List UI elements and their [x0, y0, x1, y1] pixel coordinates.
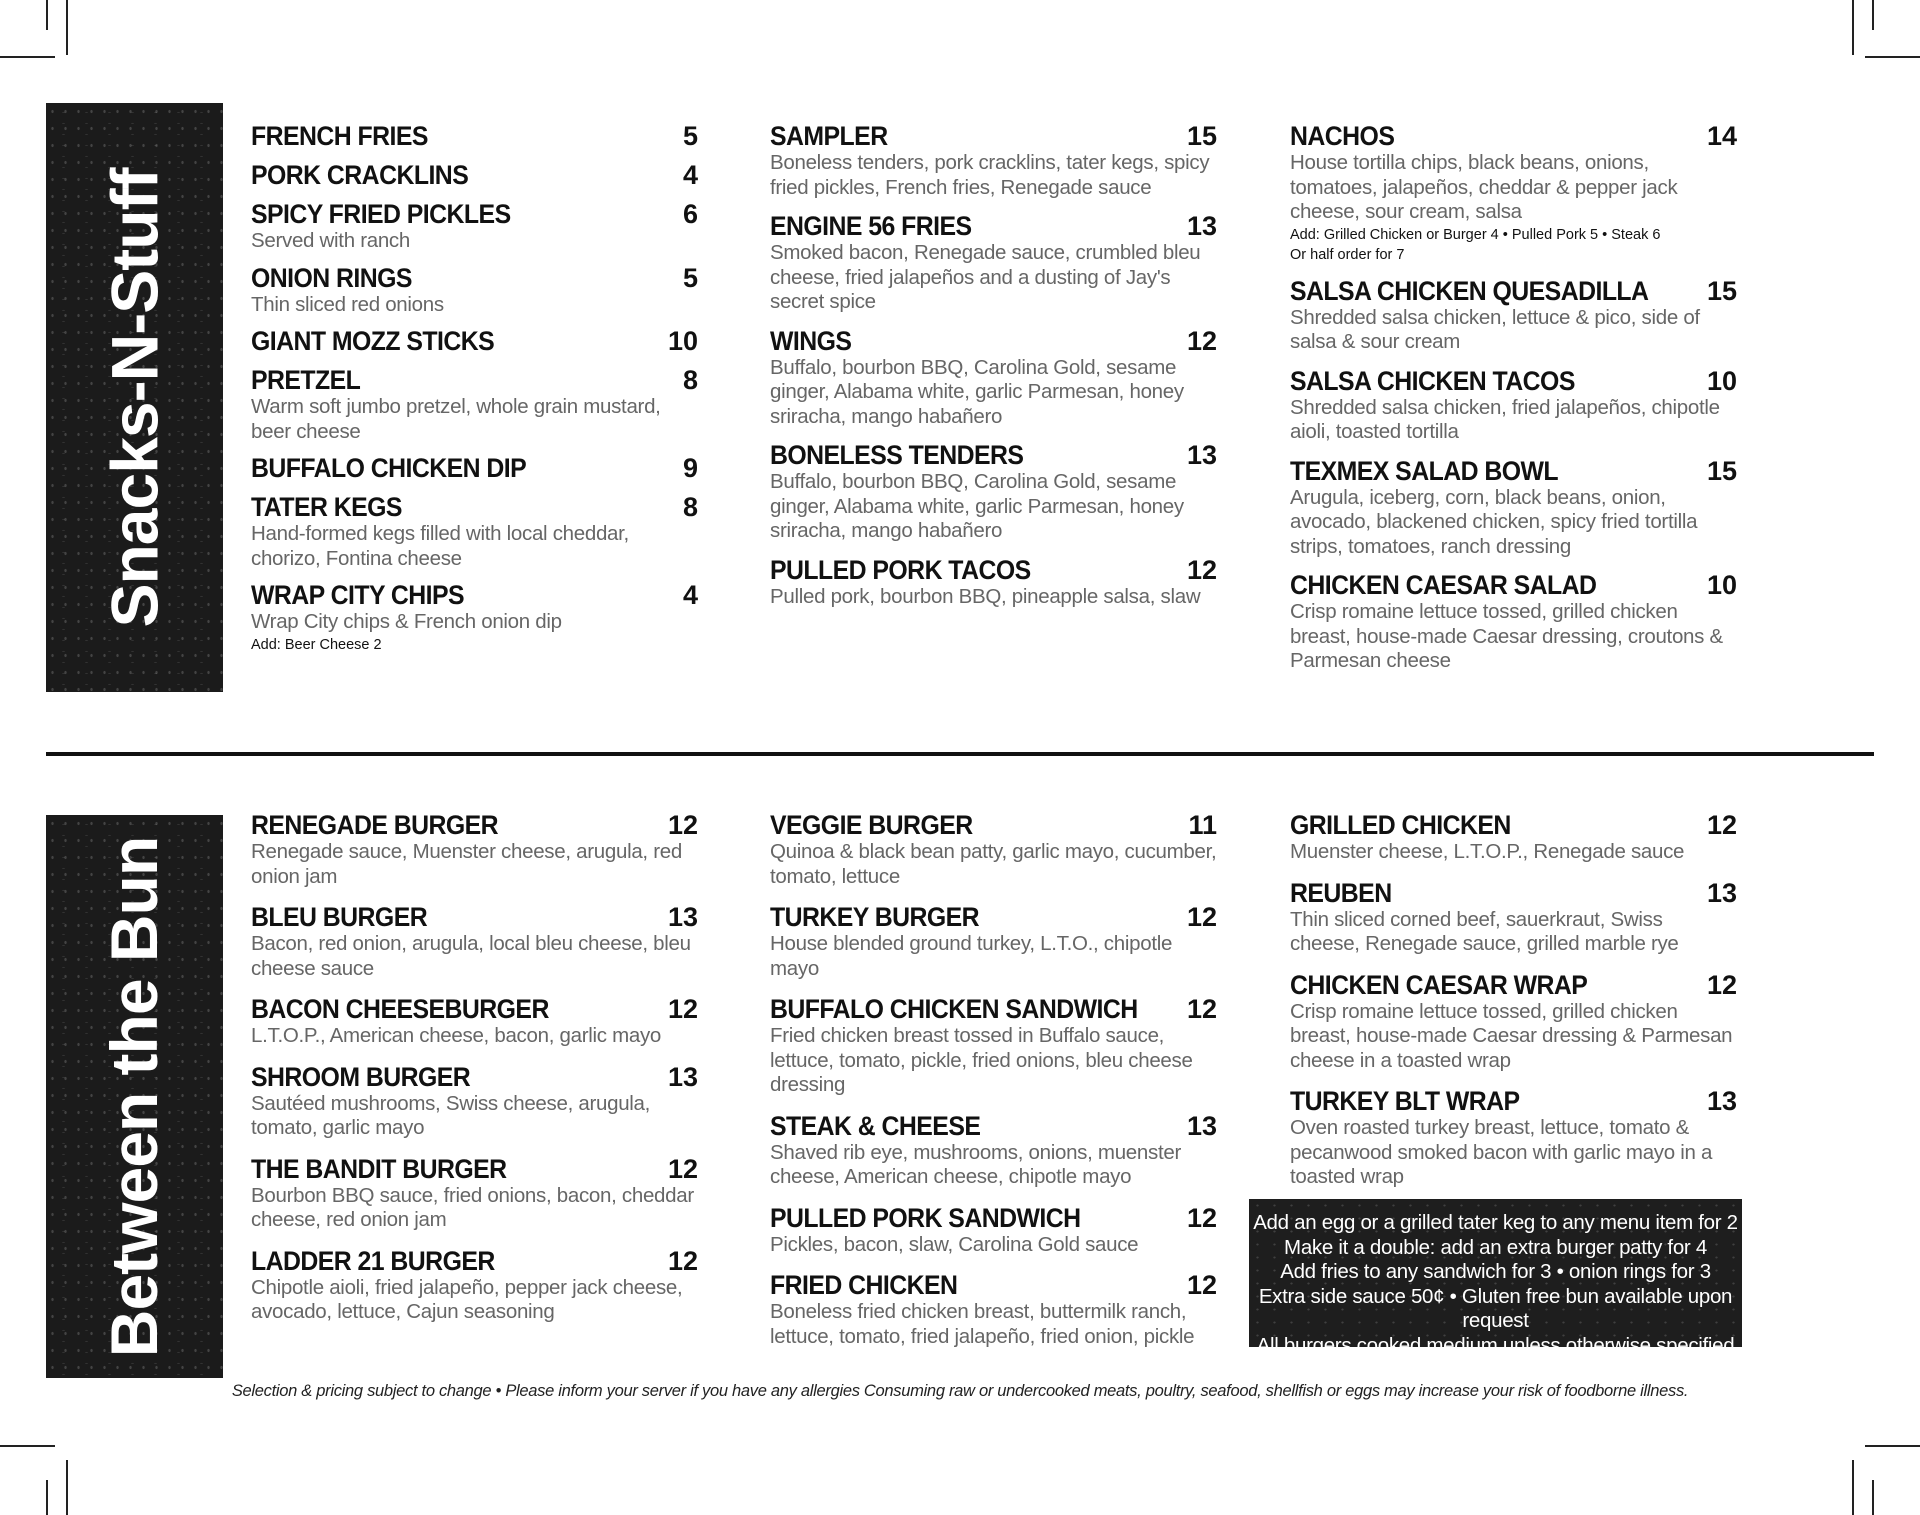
menu-item-name: PRETZEL	[251, 365, 361, 395]
menu-item-price: 13	[1186, 440, 1217, 470]
menu-item-price: 9	[682, 453, 698, 483]
menu-item-header	[1290, 1086, 1737, 1116]
menu-item-price: 12	[667, 810, 698, 840]
menu-item-price: 5	[682, 121, 698, 151]
menu-item-price: 15	[1706, 275, 1737, 306]
info-line: Extra side sauce 50¢ • Gluten free bun available upon request	[1258, 1284, 1733, 1333]
menu-item	[770, 1203, 1217, 1258]
menu-item-name: ONION RINGS	[251, 262, 412, 293]
menu-item-description: Smoked bacon, Renegade sauce, crumbled bleu cheese, fried jalapeños and a dusting of Jay's secret spice	[770, 241, 1201, 313]
menu-item-price: 10	[1706, 570, 1737, 600]
menu-item	[251, 121, 698, 151]
menu-item-price: 12	[1186, 902, 1217, 932]
menu-item-description: Bacon, red onion, arugula, local bleu cheese, bleu cheese sauce	[251, 932, 691, 980]
bun-column-3	[1290, 810, 1737, 1203]
menu-item-price: 8	[682, 492, 698, 522]
crop-mark	[66, 1460, 68, 1515]
menu-item	[770, 994, 1217, 1098]
menu-item-header	[770, 994, 1217, 1024]
section-divider	[46, 752, 1874, 756]
info-line: Make it a double: add an extra burger patty for 4	[1284, 1235, 1707, 1259]
menu-item-description: House tortilla chips, black beans, onions, tomatoes, jalapeños, cheddar & pepper jack cheese, sour cream, salsa	[1290, 151, 1678, 223]
menu-item-price: 13	[667, 1061, 698, 1092]
menu-item-price: 13	[1186, 211, 1217, 241]
menu-item-description: Shredded salsa chicken, fried jalapeños, chipotle aioli, toasted tortilla	[1290, 395, 1720, 443]
menu-item-description: Shaved rib eye, mushrooms, onions, muenster cheese, American cheese, chipotle mayo	[770, 1140, 1181, 1188]
menu-item-price: 12	[667, 1245, 698, 1276]
menu-item-name: BONELESS TENDERS	[770, 440, 1024, 470]
snacks-column-1	[251, 121, 698, 664]
menu-item-header	[251, 121, 698, 151]
menu-item-name: REUBEN	[1290, 877, 1392, 908]
menu-item	[1290, 570, 1737, 674]
menu-item-header	[251, 453, 698, 483]
menu-item-description: Buffalo, bourbon BBQ, Carolina Gold, sesame ginger, Alabama white, garlic Parmesan, honey sriracha, mango habañero	[770, 470, 1184, 542]
menu-item-description: Fried chicken breast tossed in Buffalo sauce, lettuce, tomato, pickle, fried onions, bleu cheese dressing	[770, 1024, 1193, 1096]
menu-item-header	[770, 555, 1217, 585]
menu-item-price: 12	[1186, 1270, 1217, 1300]
menu-item-name: PULLED PORK SANDWICH	[770, 1202, 1081, 1233]
add-ons-info-box	[1249, 1199, 1742, 1357]
menu-item-description: Renegade sauce, Muenster cheese, arugula, red onion jam	[251, 840, 682, 888]
menu-item	[770, 1111, 1217, 1190]
menu-item-price: 13	[1706, 1086, 1737, 1116]
menu-item-description: Hand-formed kegs filled with local cheddar, chorizo, Fontina cheese	[251, 522, 629, 570]
menu-item-name: SAMPLER	[770, 121, 888, 151]
info-line: Add an egg or a grilled tater keg to any menu item for 2	[1253, 1211, 1738, 1234]
menu-item-header	[1290, 121, 1737, 151]
menu-item	[251, 199, 698, 254]
menu-item-header	[1290, 970, 1737, 1000]
menu-item-name: THE BANDIT BURGER	[251, 1153, 507, 1184]
menu-item-header	[251, 1154, 698, 1184]
menu-item-description: Thin sliced corned beef, sauerkraut, Swiss cheese, Renegade sauce, grilled marble rye	[1290, 907, 1679, 955]
menu-item	[251, 580, 698, 655]
menu-item-price: 12	[1706, 969, 1737, 1000]
menu-item-name: GRILLED CHICKEN	[1290, 810, 1511, 840]
menu-item-description: Boneless tenders, pork cracklins, tater kegs, spicy fried pickles, French fries, Renegade sauce	[770, 151, 1210, 199]
menu-item	[251, 365, 698, 444]
menu-item-name: ENGINE 56 FRIES	[770, 211, 972, 241]
menu-item-price: 14	[1706, 121, 1737, 151]
menu-item-name: SALSA CHICKEN QUESADILLA	[1290, 275, 1649, 306]
crop-mark	[46, 1480, 48, 1515]
menu-item-name: PULLED PORK TACOS	[770, 554, 1031, 585]
menu-item-description: Oven roasted turkey breast, lettuce, tomato & pecanwood smoked bacon with garlic mayo in a toasted wrap	[1290, 1116, 1713, 1188]
menu-item-header	[251, 1246, 698, 1276]
crop-mark	[1872, 1480, 1874, 1515]
menu-item-header	[1290, 570, 1737, 600]
menu-item-description: Shredded salsa chicken, lettuce & pico, side of salsa & sour cream	[1290, 305, 1700, 353]
menu-item-description: Pickles, bacon, slaw, Carolina Gold sauce	[770, 1232, 1139, 1256]
menu-item-description: Crisp romaine lettuce tossed, grilled chicken breast, house-made Caesar dressing, croutons & Parmesan cheese	[1290, 600, 1723, 672]
menu-item-price: 12	[1706, 810, 1737, 840]
bun-column-1	[251, 810, 698, 1338]
menu-item-name: TATER KEGS	[251, 492, 402, 522]
menu-item-description: Thin sliced red onions	[251, 292, 444, 316]
crop-mark	[0, 1445, 55, 1447]
menu-item	[1290, 1086, 1737, 1190]
menu-item-price: 12	[1186, 994, 1217, 1024]
menu-item-header	[251, 263, 698, 293]
section-label-snacks	[46, 103, 223, 692]
crop-mark	[1872, 0, 1874, 30]
menu-item	[251, 994, 698, 1049]
menu-item-name: BACON CHEESEBURGER	[251, 994, 549, 1024]
menu-item-price: 8	[682, 365, 698, 395]
menu-item-header	[770, 902, 1217, 932]
menu-item	[770, 121, 1217, 200]
menu-item-note: Add: Beer Cheese 2	[251, 636, 382, 653]
menu-item-name: WRAP CITY CHIPS	[251, 580, 465, 610]
info-line: Add fries to any sandwich for 3 • onion rings for 3	[1280, 1260, 1711, 1284]
menu-item-header	[770, 1111, 1217, 1141]
menu-item-price: 12	[667, 1153, 698, 1184]
crop-mark	[46, 0, 48, 30]
menu-item-note: Or half order for 7	[1290, 246, 1405, 263]
menu-item-description: Sautéed mushrooms, Swiss cheese, arugula, tomato, garlic mayo	[251, 1091, 651, 1139]
menu-item	[251, 1154, 698, 1233]
menu-item-name: CHICKEN CAESAR SALAD	[1290, 570, 1597, 600]
menu-item-price: 5	[682, 262, 698, 293]
menu-item-header	[1290, 810, 1737, 840]
menu-item-description: Served with ranch	[251, 229, 410, 252]
menu-item-name: LADDER 21 BURGER	[251, 1245, 495, 1276]
menu-item-note: Add: Grilled Chicken or Burger 4 • Pulled Pork 5 • Steak 6	[1290, 226, 1661, 243]
footer-disclaimer: Selection & pricing subject to change • Please inform your server if you have any allergies Consuming raw or undercooked meats, poultry, seafood, shellfish or eggs may increase your risk of foodborne illness.	[231, 1382, 1689, 1400]
menu-item-name: NACHOS	[1290, 121, 1395, 151]
menu-item-description: Buffalo, bourbon BBQ, Carolina Gold, sesame ginger, Alabama white, garlic Parmesan, honey sriracha, mango habañero	[770, 355, 1184, 428]
menu-item	[251, 902, 698, 981]
menu-item-price: 12	[1186, 554, 1217, 585]
menu-item-header	[251, 160, 698, 190]
menu-item	[1290, 456, 1737, 560]
menu-item	[770, 810, 1217, 889]
bun-column-2	[770, 810, 1217, 1362]
menu-item-name: FRIED CHICKEN	[770, 1270, 958, 1300]
menu-item-description: Quinoa & black bean patty, garlic mayo, cucumber, tomato, lettuce	[770, 840, 1217, 888]
menu-item	[1290, 276, 1737, 355]
menu-item-description: House blended ground turkey, L.T.O., chipotle mayo	[770, 932, 1173, 980]
snacks-column-3	[1290, 121, 1737, 685]
menu-item-name: PORK CRACKLINS	[251, 160, 469, 190]
menu-item-description: Warm soft jumbo pretzel, whole grain mustard, beer cheese	[251, 395, 661, 443]
menu-item-header	[770, 810, 1217, 840]
menu-item-header	[251, 580, 698, 610]
menu-item-name: BUFFALO CHICKEN DIP	[251, 453, 527, 483]
menu-item	[770, 326, 1217, 430]
menu-item-name: WINGS	[770, 325, 852, 356]
menu-item	[251, 263, 698, 318]
menu-item-name: TURKEY BLT WRAP	[1290, 1086, 1520, 1116]
crop-mark	[66, 0, 68, 55]
menu-item	[770, 902, 1217, 981]
menu-item-header	[770, 1270, 1217, 1300]
menu-item-price: 4	[682, 580, 698, 610]
menu-item-header	[1290, 276, 1737, 306]
menu-item-price: 4	[682, 160, 698, 190]
menu-item-price: 10	[667, 326, 698, 356]
menu-item	[251, 453, 698, 483]
menu-item-description: Bourbon BBQ sauce, fried onions, bacon, cheddar cheese, red onion jam	[251, 1183, 694, 1231]
menu-item-description: Crisp romaine lettuce tossed, grilled chicken breast, house-made Caesar dressing & Parmesan cheese in a toasted wrap	[1290, 999, 1733, 1072]
menu-item-name: BLEU BURGER	[251, 902, 428, 932]
menu-item-price: 10	[1706, 365, 1737, 396]
menu-item-name: FRENCH FRIES	[251, 121, 428, 151]
menu-item-price: 12	[667, 994, 698, 1024]
crop-mark	[1865, 1445, 1920, 1447]
menu-item	[770, 555, 1217, 610]
menu-item	[1290, 121, 1737, 265]
menu-item-header	[251, 492, 698, 522]
menu-item-name: STEAK & CHEESE	[770, 1110, 981, 1141]
menu-item-price: 12	[1186, 325, 1217, 356]
menu-item	[251, 1062, 698, 1141]
menu-item-header	[251, 902, 698, 932]
menu-item-description: L.T.O.P., American cheese, bacon, garlic mayo	[251, 1024, 662, 1047]
menu-item	[770, 440, 1217, 544]
menu-item-price: 6	[682, 199, 698, 229]
menu-item-price: 13	[1706, 877, 1737, 908]
menu-item-price: 12	[1186, 1202, 1217, 1233]
menu-item-header	[251, 365, 698, 395]
menu-item	[251, 160, 698, 190]
menu-item-header	[1290, 878, 1737, 908]
menu-item-name: RENEGADE BURGER	[251, 810, 499, 840]
menu-item-name: SPICY FRIED PICKLES	[251, 199, 511, 229]
menu-item	[1290, 878, 1737, 957]
menu-item	[1290, 970, 1737, 1074]
menu-item-header	[251, 199, 698, 229]
menu-item-description: Arugula, iceberg, corn, black beans, onion, avocado, blackened chicken, spicy fried tortilla strips, tomatoes, ranch dressing	[1290, 485, 1698, 558]
menu-item-price: 15	[1706, 455, 1737, 486]
menu-item-price: 15	[1186, 121, 1217, 151]
section-title: Between the Bun	[97, 836, 172, 1357]
section-title: Snacks-N-Stuff	[97, 167, 172, 628]
menu-item-description: Pulled pork, bourbon BBQ, pineapple salsa, slaw	[770, 584, 1201, 608]
menu-item-name: TURKEY BURGER	[770, 902, 980, 932]
crop-mark	[1852, 1460, 1854, 1515]
section-label-bun	[46, 815, 223, 1378]
menu-item	[1290, 366, 1737, 445]
menu-item	[770, 211, 1217, 315]
menu-item-price: 13	[667, 902, 698, 932]
menu-item	[251, 326, 698, 356]
menu-item-name: VEGGIE BURGER	[770, 810, 973, 840]
crop-mark	[1865, 56, 1920, 58]
menu-item-name: SHROOM BURGER	[251, 1061, 471, 1092]
crop-mark	[0, 56, 55, 58]
snacks-column-2	[770, 121, 1217, 620]
menu-item-description: Chipotle aioli, fried jalapeño, pepper jack cheese, avocado, lettuce, Cajun seasoning	[251, 1275, 683, 1323]
menu-item-header	[770, 326, 1217, 356]
menu-item-header	[1290, 456, 1737, 486]
menu-item	[251, 492, 698, 571]
menu-item-price: 13	[1186, 1110, 1217, 1141]
menu-item	[251, 1246, 698, 1325]
menu-item-price: 11	[1188, 810, 1217, 840]
menu-item-header	[1290, 366, 1737, 396]
menu-item-name: BUFFALO CHICKEN SANDWICH	[770, 994, 1138, 1024]
menu-item-header	[770, 440, 1217, 470]
menu-item-header	[251, 326, 698, 356]
menu-item	[1290, 810, 1737, 865]
menu-item	[770, 1270, 1217, 1349]
menu-item-header	[251, 994, 698, 1024]
menu-item	[251, 810, 698, 889]
menu-item-header	[770, 121, 1217, 151]
menu-item-description: Wrap City chips & French onion dip	[251, 610, 562, 633]
menu-item-description: Muenster cheese, L.T.O.P., Renegade sauce	[1290, 840, 1685, 863]
menu-item-description: Boneless fried chicken breast, buttermilk ranch, lettuce, tomato, fried jalapeño, fried onion, pickle	[770, 1300, 1195, 1348]
info-line: All burgers cooked medium unless otherwise specified	[1256, 1333, 1735, 1357]
menu-item-name: TEXMEX SALAD BOWL	[1290, 455, 1558, 486]
menu-item-name: GIANT MOZZ STICKS	[251, 326, 495, 356]
menu-item-name: CHICKEN CAESAR WRAP	[1290, 969, 1588, 1000]
menu-item-header	[770, 211, 1217, 241]
menu-item-header	[770, 1203, 1217, 1233]
menu-item-header	[251, 1062, 698, 1092]
crop-mark	[1852, 0, 1854, 55]
menu-item-header	[251, 810, 698, 840]
menu-item-name: SALSA CHICKEN TACOS	[1290, 365, 1575, 396]
